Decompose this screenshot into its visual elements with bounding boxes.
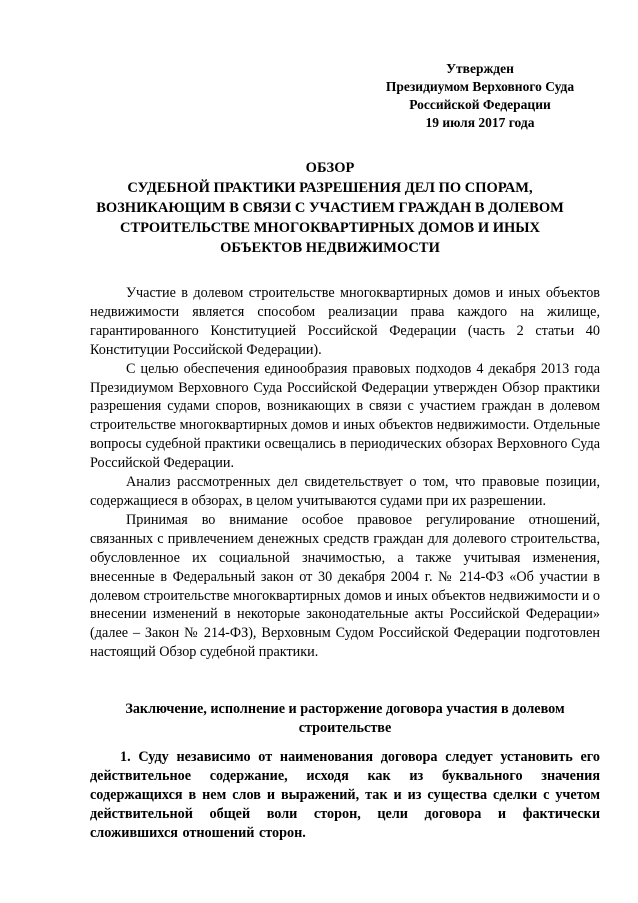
document-title bbox=[60, 158, 600, 258]
paragraph: Принимая во внимание особое правовое регулирование отношений, связанных с привлечением денежных средств граждан для долевого строительства, обусловленное их социальной значимостью, а также учитывая изменения, внесенные в Федеральный закон от 30 декабря 2004 г. № 214-ФЗ «Об участии в долевом строительстве многоквартирных домов и иных объектов недвижимости и о внесении изменений в некоторые законодательные акты Российской Федерации» (далее – Закон № 214-ФЗ), Верховным Судом Российской Федерации подготовлен настоящий Обзор судебной практики. bbox=[90, 511, 600, 661]
approval-line: Российской Федерации bbox=[409, 97, 551, 112]
title-line: ОБЗОР bbox=[305, 160, 355, 176]
approval-date: 19 июля 2017 года bbox=[425, 115, 535, 130]
paragraph: Участие в долевом строительстве многоквартирных домов и иных объектов недвижимости является способом реализации права каждого на жилище, гарантированного Конституцией Российской Федерации (часть 2 статьи 40 Конституции Российской Федерации). bbox=[90, 285, 600, 358]
introduction-body bbox=[90, 284, 600, 662]
title-line: СТРОИТЕЛЬСТВЕ МНОГОКВАРТИРНЫХ ДОМОВ И ИНЫХ bbox=[119, 220, 541, 236]
title-line: ОБЪЕКТОВ НЕДВИЖИМОСТИ bbox=[220, 240, 440, 256]
title-line: СУДЕБНОЙ ПРАКТИКИ РАЗРЕШЕНИЯ ДЕЛ ПО СПОРАМ, bbox=[127, 180, 533, 196]
section-heading: Заключение, исполнение и расторжение договора участия в долевом строительстве bbox=[125, 701, 565, 736]
approval-line: Президиумом Верховного Суда bbox=[385, 79, 575, 94]
thesis-paragraph: 1. Суду независимо от наименования договора следует установить его действительное содержание, исходя как из буквального значения содержащихся в нем слов и выражений, так и из существа сделки с учетом действительной общей воли сторон, цели договора и фактически сложившихся отношений сторон. bbox=[90, 749, 600, 841]
thesis-block bbox=[90, 748, 600, 843]
paragraph: Анализ рассмотренных дел свидетельствует о том, что правовые позиции, содержащиеся в обзорах, в целом учитываются судами при их разрешении. bbox=[90, 474, 600, 509]
approval-stamp bbox=[360, 60, 600, 132]
paragraph: С целью обеспечения единообразия правовых подходов 4 декабря 2013 года Президиумом Верховного Суда Российской Федерации утвержден Обзор практики разрешения судами споров, возникающих в связи с участием граждан в долевом строительстве многоквартирных домов и иных объектов недвижимости. Отдельные вопросы судебной практики освещались в периодических обзорах Верховного Суда Российской Федерации. bbox=[90, 360, 600, 472]
title-line: ВОЗНИКАЮЩИМ В СВЯЗИ С УЧАСТИЕМ ГРАЖДАН В ДОЛЕВОМ bbox=[96, 200, 564, 216]
approval-line: Утвержден bbox=[446, 61, 514, 76]
